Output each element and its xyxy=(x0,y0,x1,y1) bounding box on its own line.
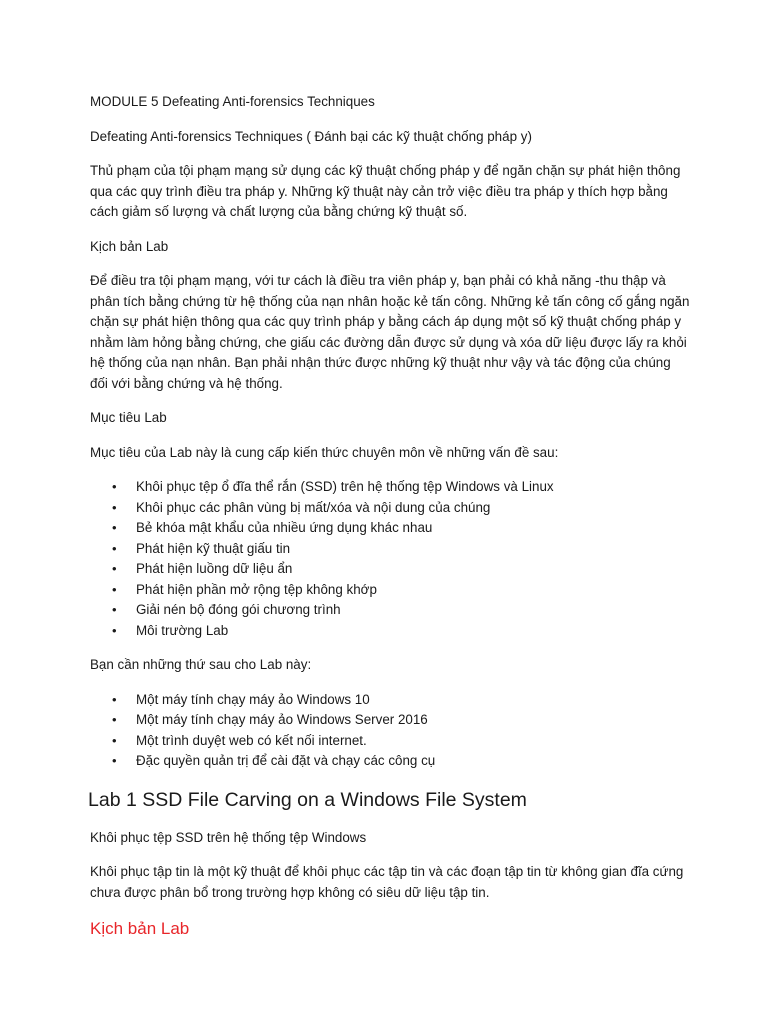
list-item: • Một trình duyệt web có kết nối internet. xyxy=(90,731,690,752)
lab1-subheading: Khôi phục tệp SSD trên hệ thống tệp Windows xyxy=(90,829,367,845)
list-item: • Phát hiện luồng dữ liệu ẩn xyxy=(90,559,690,580)
requirements-intro: Bạn cần những thứ sau cho Lab này: xyxy=(90,657,312,672)
list-item: • Một máy tính chạy máy ảo Windows Server 2016 xyxy=(90,710,690,731)
list-item: • Một máy tính chạy máy ảo Windows 10 xyxy=(90,690,690,711)
list-item: • Đặc quyền quản trị để cài đặt và chạy các công cụ xyxy=(90,751,690,772)
subtitle: Defeating Anti-forensics Techniques ( Đánh bại các kỹ thuật chống pháp y) xyxy=(90,128,532,144)
scenario-heading: Kịch bản Lab xyxy=(90,238,169,254)
lab1-scenario-heading: Kịch bản Lab xyxy=(90,919,190,938)
requirements-list xyxy=(90,690,690,772)
lab1-paragraph: Khôi phục tập tin là một kỹ thuật để khôi phục các tập tin và các đoạn tập tin từ không gian đĩa cứng chưa được phân bổ trong trường hợp không có siêu dữ liệu tập tin. xyxy=(90,864,684,900)
intro-paragraph: Thủ phạm của tội phạm mạng sử dụng các kỹ thuật chống pháp y để ngăn chặn sự phát hiện thông qua các quy trình điều tra pháp y. Những kỹ thuật này cản trở việc điều tra pháp y thích hợp bằng cách giảm số lượng và chất lượng của bằng chứng kỹ thuật số. xyxy=(90,163,681,219)
objective-intro: Mục tiêu của Lab này là cung cấp kiến thức chuyên môn về những vấn đề sau: xyxy=(90,444,559,460)
list-item: • Khôi phục tệp ổ đĩa thể rắn (SSD) trên hệ thống tệp Windows và Linux xyxy=(90,477,690,498)
list-item: • Phát hiện kỹ thuật giấu tin xyxy=(90,539,690,560)
list-item: • Môi trường Lab xyxy=(90,621,690,642)
objective-heading: Mục tiêu Lab xyxy=(90,410,167,425)
list-item: • Phát hiện phần mở rộng tệp không khớp xyxy=(90,580,690,601)
objectives-list xyxy=(90,477,690,641)
lab1-heading: Lab 1 SSD File Carving on a Windows File System xyxy=(88,788,527,811)
scenario-paragraph: Để điều tra tội phạm mạng, với tư cách là điều tra viên pháp y, bạn phải có khả năng -thu thập và phân tích bằng chứng từ hệ thống của nạn nhân hoặc kẻ tấn công. Những kẻ tấn công cố gắng ngăn chặn sự phát hiện thông qua các quy trình pháp y bằng cách áp dụng một số kỹ thuật chống pháp y nhằm làm hỏng bằng chứng, che giấu các đường dẫn được sử dụng và xóa dữ liệu được lấy ra khỏi hệ thống của nạn nhân. Bạn phải nhận thức được những kỹ thuật như vậy và tác động của chúng đối với bằng chứng và hệ thống. xyxy=(90,273,690,391)
list-item: • Bẻ khóa mật khẩu của nhiều ứng dụng khác nhau xyxy=(90,518,690,539)
module-title: MODULE 5 Defeating Anti-forensics Techniques xyxy=(90,94,375,109)
list-item: • Khôi phục các phân vùng bị mất/xóa và nội dung của chúng xyxy=(90,498,690,519)
document-page xyxy=(90,92,690,941)
list-item: • Giải nén bộ đóng gói chương trình xyxy=(90,600,690,621)
